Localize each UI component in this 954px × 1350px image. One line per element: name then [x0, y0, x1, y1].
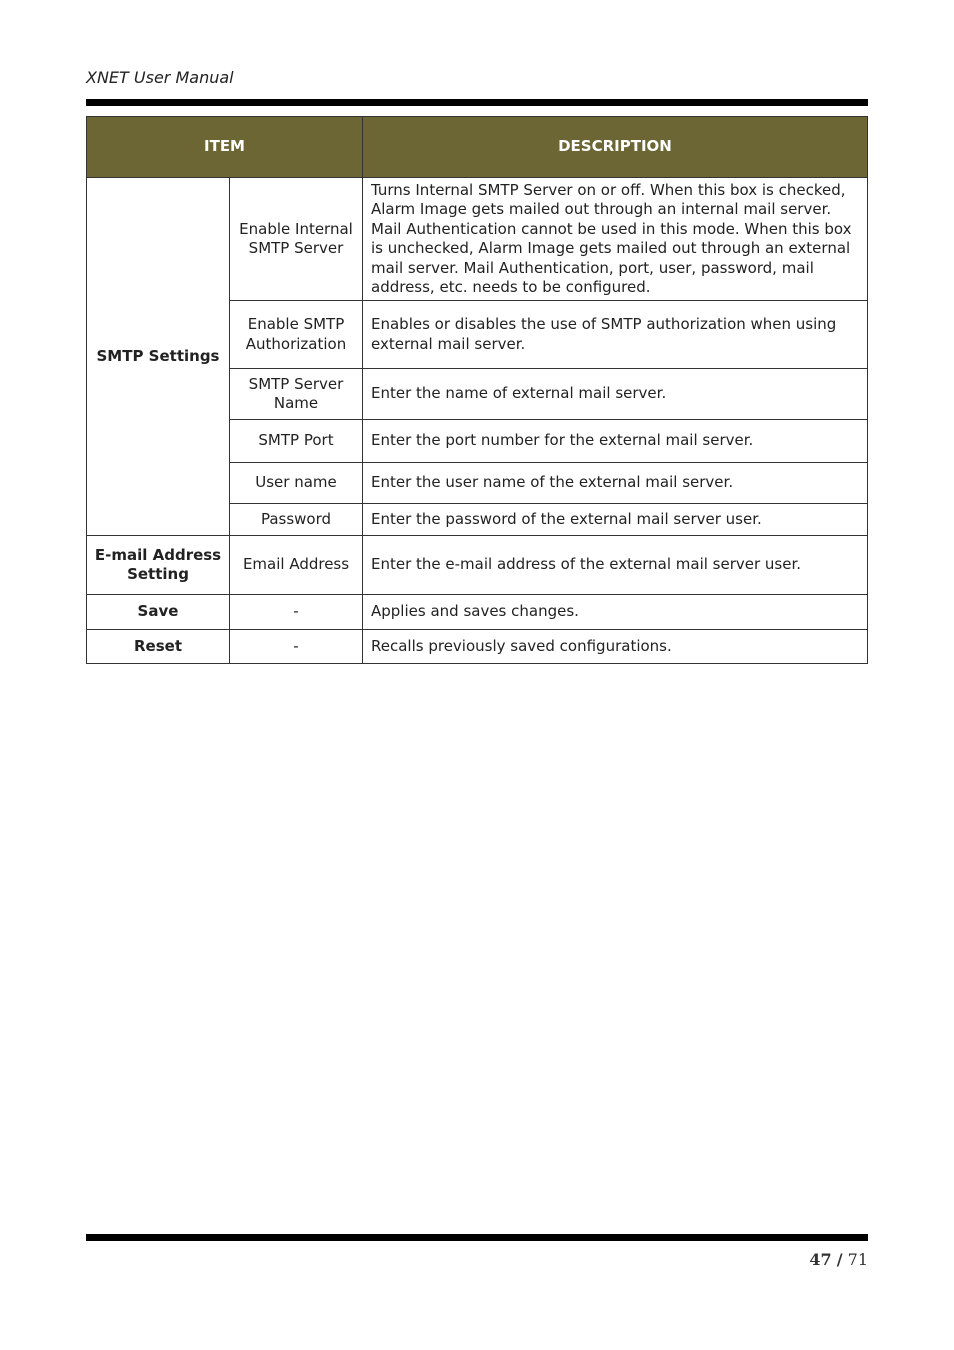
table-row	[87, 178, 868, 301]
row-description: Enter the password of the external mail server user.	[363, 504, 868, 536]
footer-rule	[86, 1234, 868, 1241]
row-item: User name	[230, 463, 363, 504]
header-rule	[86, 99, 868, 106]
table-row	[87, 595, 868, 630]
smtp-settings-group: SMTP Settings	[87, 178, 230, 536]
table-row	[87, 536, 868, 595]
row-item: -	[230, 630, 363, 664]
row-description: Applies and saves changes.	[363, 595, 868, 630]
row-description: Turns Internal SMTP Server on or off. When this box is checked, Alarm Image gets mailed out through an internal mail server. Mail Authentication cannot be used in this mode. When this box is unchecked, Alarm Image gets mailed out through an external mail server. Mail Authentication, port, user, password, mail address, etc. needs to be configured.	[363, 178, 868, 301]
page-number	[809, 1250, 868, 1269]
row-description: Enter the name of external mail server.	[363, 369, 868, 420]
document-header-title: XNET User Manual	[86, 68, 234, 87]
page-total: 71	[847, 1250, 868, 1269]
row-item: SMTP Port	[230, 420, 363, 463]
row-item: Enable SMTP Authorization	[230, 301, 363, 369]
row-description: Enables or disables the use of SMTP authorization when using external mail server.	[363, 301, 868, 369]
row-item: Password	[230, 504, 363, 536]
row-item: Email Address	[230, 536, 363, 595]
row-description: Enter the user name of the external mail server.	[363, 463, 868, 504]
email-address-setting-group: E-mail Address Setting	[87, 536, 230, 595]
row-description: Recalls previously saved configurations.	[363, 630, 868, 664]
row-description: Enter the e-mail address of the external mail server user.	[363, 536, 868, 595]
reset-group: Reset	[87, 630, 230, 664]
settings-table	[86, 116, 868, 664]
description-column-header: DESCRIPTION	[363, 117, 868, 178]
item-column-header: ITEM	[87, 117, 363, 178]
page-separator: /	[836, 1250, 843, 1269]
row-item: Enable Internal SMTP Server	[230, 178, 363, 301]
page-current: 47	[809, 1250, 832, 1269]
save-group: Save	[87, 595, 230, 630]
table-header-row	[87, 117, 868, 178]
row-description: Enter the port number for the external mail server.	[363, 420, 868, 463]
row-item: SMTP Server Name	[230, 369, 363, 420]
table-row	[87, 630, 868, 664]
row-item: -	[230, 595, 363, 630]
